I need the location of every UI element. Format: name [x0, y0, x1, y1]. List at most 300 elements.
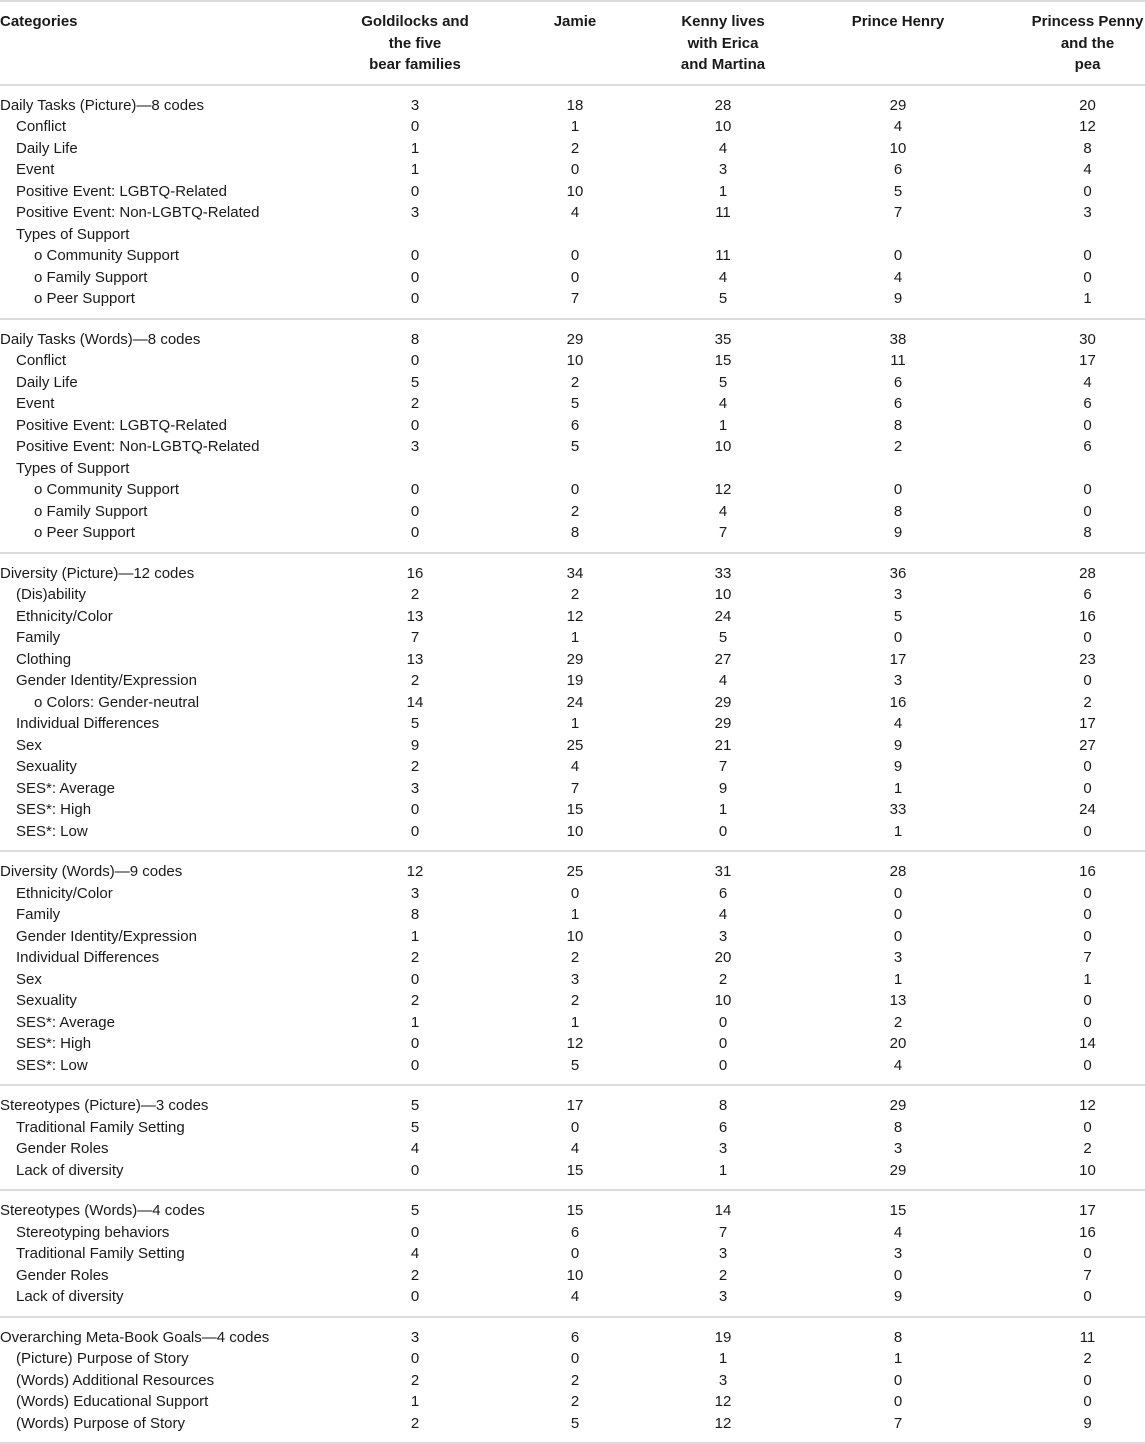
table-row [0, 458, 1145, 480]
header-jamie [490, 1, 660, 85]
category-label: o Colors: Gender-neutral [34, 693, 200, 711]
table-row [0, 522, 1145, 553]
table-row [0, 926, 1145, 948]
category-label: SES*: Low [0, 821, 340, 852]
category-label: Daily Tasks (Picture)—8 codes [0, 96, 204, 114]
count-cell: 1 [570, 715, 580, 732]
count-cell: 5 [660, 288, 786, 319]
count-cell: 5 [410, 1202, 420, 1219]
count-cell: 14 [1079, 1035, 1096, 1052]
count-cell: 0 [410, 502, 420, 520]
count-cell: 24 [1079, 801, 1096, 818]
table-row [0, 756, 1145, 778]
table-row [0, 778, 1145, 800]
count-cell: 20 [714, 949, 732, 966]
count-cell: 4 [893, 118, 903, 135]
count-cell: 3 [893, 672, 903, 689]
header-line: and Martina [680, 56, 766, 73]
category-label: o Community Support [34, 481, 180, 498]
count-cell: 4 [1083, 161, 1092, 178]
count-cell: 0 [410, 1350, 420, 1367]
header-prince-henry [786, 1, 1010, 85]
count-cell: 7 [786, 1413, 1010, 1444]
table-row [0, 606, 1145, 628]
count-cell: 0 [893, 927, 903, 945]
category-label: Individual Differences [16, 715, 160, 732]
table-row [0, 181, 1145, 203]
count-cell: 2 [410, 992, 420, 1009]
category-label: Conflict [16, 118, 67, 135]
count-cell: 0 [893, 1393, 903, 1410]
count-cell: 1 [570, 118, 580, 135]
count-cell: 5 [410, 373, 420, 391]
count-cell: 12 [406, 863, 424, 880]
category-label: Stereotyping behaviors [16, 1223, 170, 1241]
count-cell: 29 [714, 715, 732, 732]
count-cell: 11 [715, 247, 731, 264]
header-goldilocks [340, 1, 490, 85]
count-cell: 24 [566, 693, 584, 711]
category-label: Family [16, 629, 61, 646]
count-cell: 1 [786, 821, 1010, 852]
count-cell: 2 [410, 758, 420, 775]
count-cell: 12 [714, 481, 732, 498]
count-cell: 3 [893, 1245, 903, 1262]
count-cell: 9 [718, 779, 728, 797]
count-cell: 3 [410, 438, 420, 455]
category-label: Ethnicity/Color [16, 607, 113, 625]
table-row [0, 1413, 1145, 1444]
table-row [0, 1222, 1145, 1244]
count-cell: 4 [718, 906, 728, 923]
count-cell: 15 [490, 1160, 660, 1191]
count-cell: 14 [406, 693, 424, 711]
header-line: Kenny lives [681, 13, 765, 30]
table-row [0, 1391, 1145, 1413]
table-row [0, 1370, 1145, 1392]
count-cell: 1 [893, 970, 903, 988]
table-row [0, 1117, 1145, 1139]
count-cell: 10 [566, 1266, 584, 1284]
table-row [0, 267, 1145, 289]
count-cell: 9 [893, 758, 903, 775]
count-cell: 0 [410, 416, 420, 434]
count-cell [340, 458, 490, 480]
category-label: (Words) Additional Resources [16, 1371, 215, 1389]
header-row [0, 1, 1145, 85]
category-label: Event [16, 161, 55, 178]
table-row [0, 735, 1145, 757]
count-cell: 5 [893, 182, 903, 200]
count-cell: 17 [566, 1097, 584, 1114]
count-cell: 0 [1083, 182, 1092, 200]
count-cell [1010, 224, 1145, 246]
category-label: Individual Differences [16, 949, 160, 966]
category-label: Gender Roles [16, 1140, 109, 1157]
count-cell: 6 [893, 373, 903, 391]
count-cell: 19 [714, 1328, 732, 1346]
count-cell: 3 [718, 161, 728, 178]
count-cell [660, 224, 786, 246]
count-cell: 15 [566, 1202, 584, 1219]
count-cell: 2 [718, 970, 728, 988]
count-cell: 7 [1083, 949, 1092, 966]
count-cell: 33 [714, 564, 732, 582]
header-line: Prince Henry [851, 13, 945, 30]
count-cell: 5 [490, 1055, 660, 1086]
count-cell: 2 [570, 373, 580, 391]
count-cell: 2 [570, 139, 580, 157]
count-cell: 0 [1083, 481, 1092, 498]
count-cell: 5 [490, 1413, 660, 1444]
category-label: Types of Support [16, 459, 130, 477]
count-cell: 2 [570, 1371, 580, 1389]
count-cell: 2 [1083, 693, 1092, 711]
count-cell: 3 [410, 204, 420, 221]
count-cell: 0 [570, 481, 580, 498]
count-cell: 16 [1079, 863, 1096, 880]
count-cell: 17 [1079, 1202, 1096, 1219]
count-cell: 0 [410, 1223, 420, 1241]
count-cell: 0 [340, 522, 490, 553]
count-cell: 1 [718, 416, 728, 434]
count-cell: 12 [660, 1413, 786, 1444]
count-cell: 7 [660, 522, 786, 553]
count-cell: 13 [889, 992, 907, 1009]
category-label: Family [16, 906, 61, 923]
table-row [0, 1265, 1145, 1287]
count-cell: 8 [1083, 139, 1092, 157]
category-label: Clothing [16, 650, 72, 668]
count-cell: 2 [410, 395, 420, 412]
count-cell: 10 [490, 821, 660, 852]
table-row [0, 202, 1145, 224]
count-cell: 1 [410, 927, 420, 945]
table-row [0, 224, 1145, 246]
count-cell: 16 [1079, 1223, 1096, 1241]
category-label: Sex [16, 970, 42, 988]
count-cell: 9 [893, 736, 903, 754]
table-row [0, 670, 1145, 692]
count-cell: 0 [340, 1160, 490, 1191]
count-cell: 16 [889, 693, 907, 711]
count-cell: 5 [570, 438, 580, 455]
count-cell: 0 [1083, 629, 1092, 646]
count-cell: 2 [893, 438, 903, 455]
count-cell: 2 [718, 1266, 728, 1284]
count-cell: 0 [1083, 906, 1092, 923]
category-label: Event [16, 395, 55, 412]
count-cell: 0 [660, 821, 786, 852]
count-cell: 8 [410, 330, 420, 348]
count-cell: 31 [714, 863, 732, 880]
count-cell: 7 [718, 758, 728, 775]
count-cell: 0 [340, 821, 490, 852]
category-label: SES*: High [16, 801, 92, 818]
count-cell: 0 [1083, 992, 1092, 1009]
count-cell: 3 [1083, 204, 1092, 221]
count-cell: 1 [570, 629, 580, 646]
count-cell: 10 [566, 352, 584, 369]
category-label: (Words) Purpose of Story [0, 1413, 340, 1444]
category-label: SES*: Average [16, 1013, 115, 1031]
count-cell: 2 [570, 586, 580, 603]
category-label: SES*: High [16, 1035, 92, 1052]
count-cell: 0 [570, 268, 580, 286]
count-cell: 10 [1010, 1160, 1145, 1191]
count-cell: 13 [406, 607, 424, 625]
section-total-row [0, 851, 1145, 883]
category-label: Diversity (Words)—9 codes [0, 863, 183, 880]
category-label: Stereotypes (Words)—4 codes [0, 1202, 205, 1219]
table-row [0, 799, 1145, 821]
count-cell: 7 [893, 204, 903, 221]
count-cell: 1 [410, 161, 420, 178]
count-cell: 0 [570, 1245, 580, 1262]
category-label: Gender Roles [16, 1266, 109, 1284]
count-cell: 25 [566, 863, 584, 880]
count-cell: 0 [340, 1055, 490, 1086]
count-cell: 29 [714, 693, 732, 711]
count-cell: 1 [718, 1350, 728, 1367]
count-cell: 1 [893, 779, 903, 797]
count-cell: 10 [566, 927, 584, 945]
category-label: Diversity (Picture)—12 codes [0, 564, 195, 582]
table-row [0, 1286, 1145, 1317]
count-cell: 9 [786, 288, 1010, 319]
count-cell: 10 [714, 992, 732, 1009]
count-cell: 29 [566, 330, 584, 348]
count-cell: 2 [410, 1266, 420, 1284]
table-row [0, 415, 1145, 437]
count-cell: 15 [889, 1202, 907, 1219]
table-body [0, 85, 1145, 1444]
count-cell: 6 [1083, 438, 1092, 455]
count-cell: 3 [893, 586, 903, 603]
category-label: Daily Life [16, 139, 78, 157]
count-cell: 4 [570, 758, 580, 775]
table-row [0, 1033, 1145, 1055]
count-cell: 0 [410, 182, 420, 200]
section-total-row [0, 319, 1145, 351]
count-cell: 34 [566, 564, 584, 582]
count-cell: 2 [1083, 1140, 1092, 1157]
table-row [0, 393, 1145, 415]
count-cell: 27 [714, 650, 732, 668]
count-cell: 12 [566, 1035, 584, 1052]
count-cell: 38 [889, 330, 907, 348]
count-cell: 4 [718, 268, 728, 286]
count-cell: 2 [570, 502, 580, 520]
section-total-row [0, 1085, 1145, 1117]
table-row [0, 1160, 1145, 1191]
count-cell: 3 [718, 1140, 728, 1157]
count-cell: 6 [1083, 586, 1092, 603]
count-cell: 0 [718, 1013, 728, 1031]
count-cell: 2 [410, 949, 420, 966]
count-cell: 5 [410, 1097, 420, 1114]
count-cell: 6 [893, 395, 903, 412]
count-cell: 0 [893, 481, 903, 498]
table-row [0, 947, 1145, 969]
count-cell: 1 [660, 1160, 786, 1191]
count-cell: 4 [718, 502, 728, 520]
count-cell: 4 [490, 1286, 660, 1317]
header-line: pea [1074, 56, 1101, 73]
category-label: Overarching Meta-Book Goals—4 codes [0, 1328, 270, 1346]
count-cell: 6 [570, 1223, 580, 1241]
count-cell: 0 [410, 970, 420, 988]
count-cell: 20 [1079, 96, 1096, 114]
count-cell: 17 [1079, 352, 1096, 369]
count-cell: 2 [340, 1413, 490, 1444]
count-cell: 4 [718, 672, 728, 689]
table-row [0, 713, 1145, 735]
count-cell: 10 [566, 182, 584, 200]
count-cell: 6 [1083, 395, 1092, 412]
count-cell: 4 [718, 139, 728, 157]
count-cell: 11 [1079, 1328, 1096, 1346]
category-label: o Peer Support [0, 522, 340, 553]
count-cell [490, 458, 660, 480]
table-row [0, 627, 1145, 649]
count-cell: 5 [893, 607, 903, 625]
category-label: Gender Identity/Expression [16, 672, 197, 689]
count-cell: 0 [1083, 1393, 1092, 1410]
category-label: Positive Event: Non-LGBTQ-Related [16, 438, 260, 455]
count-cell: 14 [714, 1202, 732, 1219]
category-label: SES*: Low [0, 1055, 340, 1086]
table-row [0, 1348, 1145, 1370]
count-cell: 8 [893, 502, 903, 520]
count-cell: 7 [718, 1223, 728, 1241]
count-cell: 29 [889, 1097, 907, 1114]
count-cell: 3 [893, 949, 903, 966]
count-cell: 0 [1083, 416, 1092, 434]
count-cell: 0 [410, 801, 420, 818]
count-cell: 25 [566, 736, 584, 754]
table-row [0, 821, 1145, 852]
count-cell: 0 [893, 906, 903, 923]
count-cell: 8 [410, 906, 420, 923]
count-cell: 4 [570, 1140, 580, 1157]
header-princess-penny [1010, 1, 1145, 85]
count-cell: 0 [410, 481, 420, 498]
table-row [0, 649, 1145, 671]
table-row [0, 350, 1145, 372]
count-cell: 1 [570, 1013, 580, 1031]
table-row [0, 1243, 1145, 1265]
count-cell: 0 [1083, 247, 1092, 264]
header-categories [0, 1, 340, 85]
count-cell: 0 [1083, 1371, 1092, 1389]
count-cell: 7 [570, 779, 580, 797]
table-row [0, 969, 1145, 991]
count-cell: 0 [718, 1035, 728, 1052]
count-cell: 0 [340, 288, 490, 319]
section-total-row [0, 553, 1145, 585]
category-label: o Community Support [34, 247, 180, 264]
count-cell: 4 [893, 715, 903, 732]
count-cell: 0 [660, 1055, 786, 1086]
table-row [0, 138, 1145, 160]
count-cell: 17 [1079, 715, 1096, 732]
count-cell: 4 [570, 204, 580, 221]
count-cell: 2 [570, 992, 580, 1009]
table-row [0, 501, 1145, 523]
category-label: Sexuality [16, 758, 77, 775]
count-cell: 0 [1083, 1245, 1092, 1262]
count-cell: 7 [1083, 1266, 1092, 1284]
count-cell: 9 [786, 522, 1010, 553]
category-label: Sex [16, 736, 42, 754]
count-cell [786, 224, 1010, 246]
table-row [0, 1055, 1145, 1086]
count-cell: 0 [1010, 1286, 1145, 1317]
table-row [0, 692, 1145, 714]
count-cell: 0 [570, 161, 580, 178]
category-label: Positive Event: LGBTQ-Related [16, 182, 227, 200]
count-cell: 9 [410, 736, 420, 754]
count-cell: 8 [893, 416, 903, 434]
count-cell: 2 [1083, 1350, 1092, 1367]
count-cell: 3 [410, 779, 420, 797]
table-row [0, 159, 1145, 181]
category-label: Lack of diversity [0, 1286, 340, 1317]
category-label: Gender Identity/Expression [16, 927, 197, 945]
count-cell: 1 [718, 182, 728, 200]
count-cell: 0 [1083, 268, 1092, 286]
count-cell: 28 [714, 96, 732, 114]
count-cell: 0 [570, 247, 580, 264]
count-cell: 5 [718, 629, 728, 646]
count-cell: 16 [406, 564, 424, 582]
category-label: Ethnicity/Color [16, 884, 113, 902]
count-cell: 0 [410, 118, 420, 135]
count-cell: 1 [410, 139, 420, 157]
count-cell: 8 [893, 1118, 903, 1136]
category-label: Types of Support [16, 225, 130, 243]
count-cell: 0 [1083, 779, 1092, 797]
count-cell: 0 [410, 268, 420, 286]
table-row [0, 990, 1145, 1012]
header-line: Categories [0, 13, 78, 30]
count-cell: 3 [718, 1245, 728, 1262]
count-cell: 10 [714, 586, 732, 603]
count-cell: 0 [893, 247, 903, 264]
table-row [0, 1012, 1145, 1034]
count-cell: 4 [410, 1140, 420, 1157]
count-cell: 29 [786, 1160, 1010, 1191]
category-label: Stereotypes (Picture)—3 codes [0, 1097, 209, 1114]
category-label: Positive Event: Non-LGBTQ-Related [16, 204, 260, 221]
category-label: o Family Support [34, 502, 148, 520]
category-label: (Picture) Purpose of Story [16, 1350, 189, 1367]
count-cell: 0 [1010, 821, 1145, 852]
category-label: Sexuality [16, 992, 77, 1009]
count-cell: 6 [718, 1118, 728, 1136]
header-kenny [660, 1, 786, 85]
count-cell: 1 [718, 801, 728, 818]
count-cell: 15 [714, 352, 732, 369]
count-cell [660, 458, 786, 480]
count-cell: 28 [1079, 564, 1096, 582]
count-cell: 10 [714, 118, 732, 135]
table-row [0, 116, 1145, 138]
count-cell: 7 [490, 288, 660, 319]
count-cell: 0 [410, 352, 420, 369]
count-cell: 16 [1079, 607, 1096, 625]
